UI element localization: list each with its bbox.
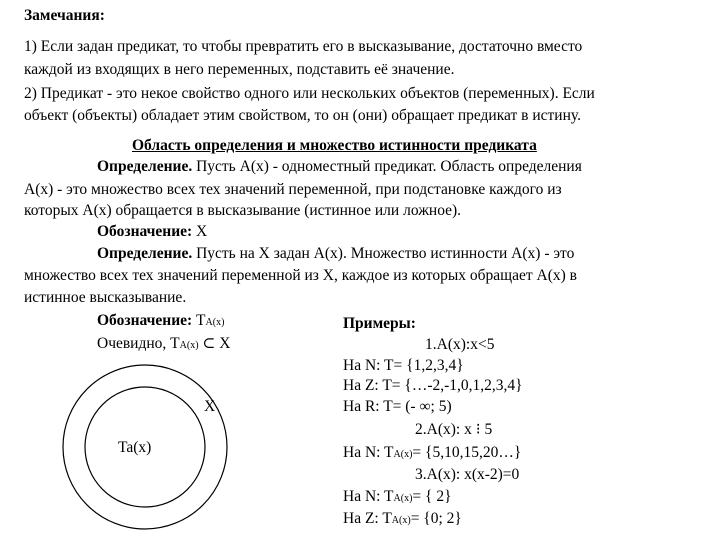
definition-2-line-1: Определение. Пусть на X задан A(x). Множество истинности A(x) - это <box>97 245 575 262</box>
remark-2-line-1: 2) Предикат - это некое свойство одного или нескольких объектов (переменных). Если <box>24 85 595 102</box>
inner-set-label: Ta(x) <box>118 439 152 456</box>
example-1-integers: На Z: T= {…-2,-1,0,1,2,3,4} <box>343 377 523 394</box>
remark-1-line-1: 1) Если задан предикат, то чтобы превратить его в высказывание, достаточно вместо <box>24 38 583 55</box>
notation-2: Обозначение: TA(x) <box>97 312 225 329</box>
definition-1-line-2: A(x) - это множество всех тех значений переменной, при подстановке каждого из <box>24 181 562 198</box>
notation-1: Обозначение: X <box>97 223 208 240</box>
example-3-title: 3.A(x): x(x-2)=0 <box>415 466 520 483</box>
example-1-naturals: На N: T= {1,2,3,4} <box>343 357 464 374</box>
examples-heading: Примеры: <box>343 315 416 332</box>
example-3-naturals: На N: TA(x)= { 2} <box>343 488 452 505</box>
remark-1-line-2: каждой из входящих в него переменных, подставить её значение. <box>24 61 455 78</box>
definition-2-line-3: истинное высказывание. <box>24 289 187 306</box>
remarks-heading: Замечания: <box>24 7 105 24</box>
obviously-statement: Очевидно, TA(x) ⊂ X <box>97 335 231 352</box>
example-2-naturals: На N: TA(x)= {5,10,15,20…} <box>343 444 522 461</box>
definition-1-line-3: которых A(x) обращается в высказывание (истинное или ложное). <box>24 202 462 219</box>
definition-2-line-2: множество всех тех значений переменной из X, каждое из которых обращает A(x) в <box>24 267 577 284</box>
example-2-title: 2.A(x): x ⁝ 5 <box>415 421 493 438</box>
example-1-title: 1.A(x):x<5 <box>425 336 495 353</box>
remark-2-line-2: объект (объекты) обладает этим свойством, то он (они) обращает предикат в истину. <box>24 107 581 124</box>
definition-1-line-1: Определение. Пусть A(x) - одноместный предикат. Область определения <box>97 158 582 175</box>
outer-set-label: X <box>204 398 216 415</box>
section-title: Область определения и множество истинности предиката <box>132 137 537 154</box>
example-3-integers: На Z: TA(x)= {0; 2} <box>343 510 462 527</box>
example-1-reals: На R: T= (- ∞; 5) <box>343 398 452 415</box>
